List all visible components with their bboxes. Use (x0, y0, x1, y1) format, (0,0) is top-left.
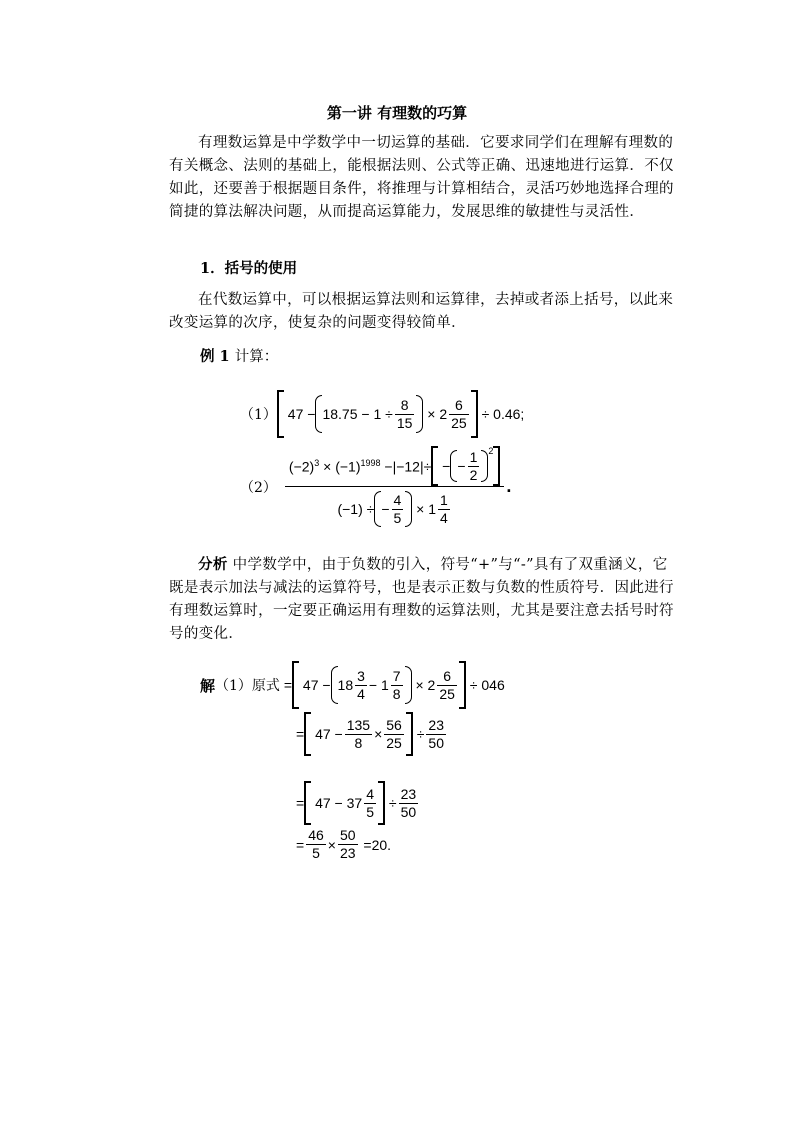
formula-1-label: （1） (240, 407, 277, 423)
example-label: 例 1 (200, 348, 230, 365)
solution-part: （1）原式 (215, 678, 280, 694)
analysis-label: 分析 (198, 556, 228, 573)
solution-line-1: 解 （1）原式 = 47 − 18 $\frac{3}{4}$ − 1 $\frac{7}{8}$ × 2 $\frac{6}{25}$ ÷ 046 (200, 661, 505, 709)
intro-paragraph: 有理数运算是中学数学中一切运算的基础．它要求同学们在理解有理数的有关概念、法则的基础上，能根据法则、公式等正确、迅速地进行运算．不仅如此，还要善于根据题目条件，将推理与计算相结合，灵活巧妙地选择合理的简捷的算法解决问题，从而提高运算能力，发展思维的敏捷性与灵活性． (169, 135, 674, 220)
formula-1: （1） 47 − 18.75 − 1 ÷ $\frac{8}{15}$ × 2 $\frac{6}{25}$ ÷ 0.46; (240, 390, 524, 438)
analysis-text: 中学数学中，由于负数的引入，符号“+”与“-”具有了双重涵义，它既是表示加法与减法的运算符号，也是表示正数与负数的性质符号．因此进行有理数运算时，一定要正确运用有理数的运算法则，尤其是要注意去括号时符号的变化． (169, 557, 674, 642)
solution-line-3: = 47 − 37 $\frac{4}{5}$ ÷ $\frac{23}{50}$ (296, 781, 420, 825)
analysis-paragraph (169, 553, 679, 646)
example-prompt: 计算： (234, 349, 279, 365)
solution-result: 20. (371, 836, 392, 853)
solution-label: 解 (200, 676, 216, 695)
formula-2: （2） $(-2)^3 \times (-1)^{1998} -|-12|\div$ − − $\frac{1}{2}$ $^2$ (−1) ÷ − $\frac{4}{5}$ × 1 $\frac{1}{4}$ . (240, 446, 512, 526)
example-heading (200, 345, 278, 366)
page-title: 第一讲 有理数的巧算 (326, 104, 468, 122)
section-heading: 1．括号的使用 (200, 260, 298, 277)
solution-line-4: = $\frac{46}{5}$ × $\frac{50}{23}$ = 20. (296, 827, 392, 861)
formula-2-label: （2） (240, 479, 277, 496)
section-paragraph: 在代数运算中，可以根据运算法则和运算律，去掉或者添上括号，以此来改变运算的次序，使复杂的问题变得较简单． (169, 292, 674, 331)
solution-line-2: = 47 − $\frac{135}{8}$ × $\frac{56}{25}$ ÷ $\frac{23}{50}$ (296, 712, 448, 756)
